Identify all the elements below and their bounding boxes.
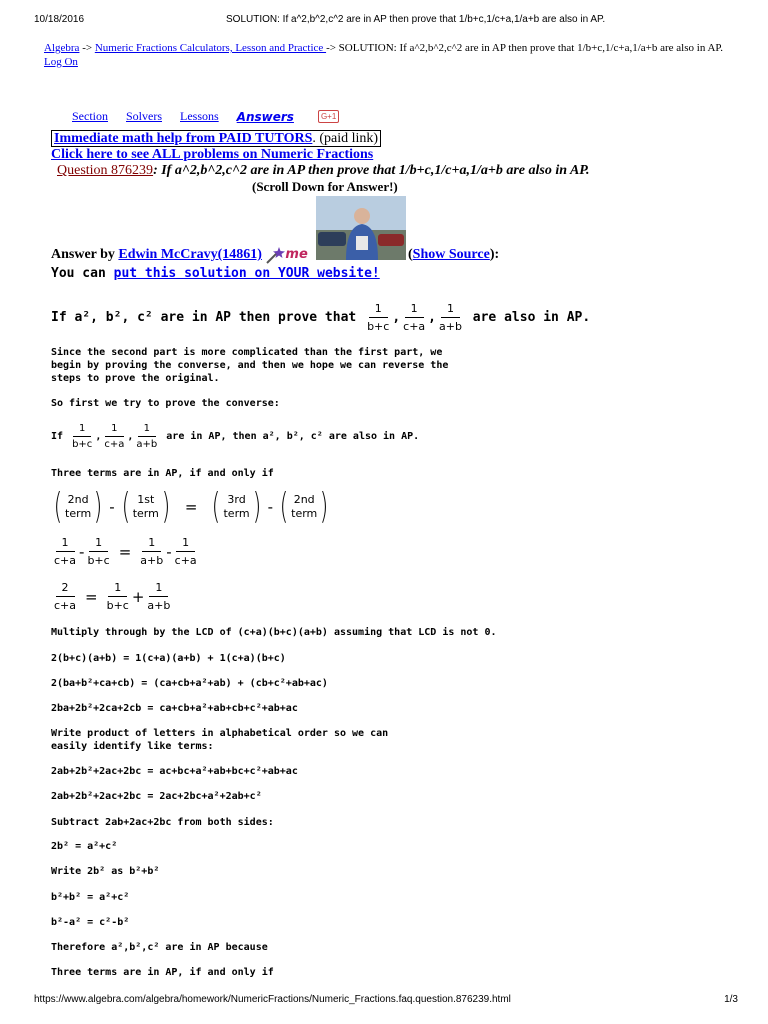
print-footer — [34, 994, 738, 1005]
step-result-1: 2b² = a²+c² — [51, 841, 118, 852]
step-alphabetical-note: Write product of letters in alphabetical order so we can easily identify like terms: — [51, 728, 389, 752]
tab-solvers[interactable]: Solvers — [126, 109, 162, 123]
question — [57, 163, 590, 179]
breadcrumb-current: -> SOLUTION: If a^2,b^2,c^2 are in AP then prove that 1/b+c,1/c+a,1/a+b are also in AP. — [326, 42, 724, 54]
wand-icon — [265, 247, 285, 265]
print-date: 10/18/2016 — [34, 14, 85, 25]
fraction — [403, 302, 425, 333]
step-reorder-1: 2ab+2b²+2ac+2bc = ac+bc+a²+ab+bc+c²+ab+ac — [51, 766, 298, 777]
fraction — [175, 536, 197, 567]
ap-condition: Three terms are in AP, if and only if — [51, 468, 274, 479]
show-source-close: ): — [489, 247, 500, 262]
num: 1 — [176, 536, 195, 552]
show-source-open: ( — [408, 247, 413, 262]
num: 1 — [149, 581, 168, 597]
term-ordinal: 3rd — [227, 493, 246, 506]
paid-tutors-box — [51, 130, 381, 147]
num: 1 — [369, 302, 388, 318]
print-title: SOLUTION: If a^2,b^2,c^2 are in AP then prove that 1/b+c,1/c+a,1/a+b are also in AP. — [226, 14, 606, 25]
if-word: If — [51, 431, 64, 442]
num: 1 — [138, 423, 156, 437]
num: 1 — [405, 302, 424, 318]
den: a+b — [439, 320, 462, 333]
all-problems-link[interactable]: Click here to see ALL problems on Numeric Fractions — [51, 147, 374, 162]
num: 1 — [56, 536, 75, 552]
embed-solution-link[interactable]: put this solution on YOUR website! — [113, 266, 380, 281]
den: b+c — [106, 599, 129, 612]
num: 1 — [73, 423, 91, 437]
step-conclusion: Therefore a²,b²,c² are in AP because — [51, 942, 268, 953]
step-expand-1: 2(b+c)(a+b) = 1(c+a)(a+b) + 1(c+a)(b+c) — [51, 653, 286, 664]
fraction — [107, 581, 129, 612]
den: a+b — [140, 554, 164, 567]
fraction — [54, 581, 76, 612]
den: c+a — [54, 554, 77, 567]
step-subtract: Subtract 2ab+2ac+2bc from both sides: — [51, 817, 274, 828]
show-source-link[interactable]: Show Source — [412, 247, 490, 262]
fraction — [367, 302, 389, 333]
statement-pre: If a², b², c² are in AP then prove that — [51, 310, 357, 325]
fraction — [140, 536, 163, 567]
step-result-3: b²-a² = c²-b² — [51, 917, 130, 928]
step-result-2: b²+b² = a²+c² — [51, 892, 130, 903]
problem-statement: If a², b², c² are in AP then prove that $\frac{1}{b+c}$ , $\frac{1}{c+a}$ , $\frac{1}{a+b}$ are also in AP. — [51, 302, 591, 333]
breadcrumb — [44, 41, 734, 69]
page-number: 1/3 — [724, 994, 738, 1005]
term-difference-equation: ( 2nd term ) - ( 1st term ) = ( 3rd term ) - ( 2nd term ) — [51, 489, 331, 525]
num: 1 — [108, 581, 127, 597]
tab-answers[interactable]: Answers — [236, 109, 294, 124]
term-ordinal: 2nd — [67, 493, 89, 506]
term-word: term — [132, 507, 159, 520]
embed-prefix: You can — [51, 266, 114, 281]
term-1st: ( 1st term ) — [121, 486, 171, 527]
paragraph-first-try: So first we try to prove the converse: — [51, 398, 280, 409]
fraction — [147, 581, 170, 612]
breadcrumb-algebra-link[interactable]: Algebra — [44, 42, 80, 54]
step-ap-condition: Three terms are in AP, if and only if — [51, 967, 274, 978]
den: c+a — [104, 439, 125, 450]
scroll-note: (Scroll Down for Answer!) — [252, 179, 398, 194]
statement-post: are also in AP. — [472, 310, 591, 325]
term-2nd-b: ( 2nd term ) — [279, 486, 329, 527]
nav-tabs — [72, 109, 357, 124]
den: c+a — [403, 320, 426, 333]
den: b+c — [87, 554, 110, 567]
term-2nd: ( 2nd term ) — [53, 486, 103, 527]
term-word: term — [65, 507, 92, 520]
fraction — [72, 423, 92, 450]
num: 1 — [142, 536, 161, 552]
fraction — [104, 423, 124, 450]
tab-section[interactable]: Section — [72, 109, 108, 123]
breadcrumb-numeric-link[interactable]: Numeric Fractions Calculators, Lesson and Practice — [94, 42, 327, 54]
embed-solution — [51, 266, 380, 281]
den: c+a — [54, 599, 77, 612]
paid-link-note: . (paid link) — [312, 131, 379, 146]
step-multiply-lcd: Multiply through by the LCD of (c+a)(b+c)(a+b) assuming that LCD is not 0. — [51, 627, 497, 638]
num: 1 — [105, 423, 123, 437]
den: b+c — [72, 439, 93, 450]
question-text: : If a^2,b^2,c^2 are in AP then prove that 1/b+c,1/c+a,1/a+b are also in AP. — [153, 163, 590, 178]
step-expand-2: 2(ba+b²+ca+cb) = (ca+cb+a²+ab) + (cb+c²+ab+ac) — [51, 678, 328, 689]
fraction-equation-2: $\frac{2}{c+a}$ = $\frac{1}{b+c}$ + $\frac{1}{a+b}$ — [54, 581, 171, 612]
converse-line: If $\frac{1}{b+c}$ , $\frac{1}{c+a}$ , $\frac{1}{a+b}$ are in AP, then a², b², c² are also in AP. — [51, 423, 420, 450]
step-expand-3: 2ba+2b²+2ca+2cb = ca+cb+a²+ab+cb+c²+ab+ac — [51, 703, 298, 714]
term-3rd: ( 3rd term ) — [212, 486, 261, 527]
google-plus-button[interactable]: G+1 — [318, 110, 339, 123]
den: b+c — [367, 320, 390, 333]
fraction — [54, 536, 76, 567]
converse-post: are in AP, then a², b², c² are also in AP. — [166, 431, 420, 442]
fraction-equation-1: $\frac{1}{c+a}$ - $\frac{1}{b+c}$ = $\frac{1}{a+b}$ - $\frac{1}{c+a}$ — [54, 536, 197, 567]
fraction — [87, 536, 109, 567]
breadcrumb-sep: -> — [79, 42, 95, 54]
term-ordinal: 2nd — [293, 493, 315, 506]
me-badge: me — [285, 247, 308, 262]
logon-link[interactable]: Log On — [44, 56, 78, 68]
den: a+b — [147, 599, 171, 612]
fraction — [439, 302, 462, 333]
print-url: https://www.algebra.com/algebra/homework/NumericFractions/Numeric_Fractions.faq.question.876239.html — [34, 994, 511, 1005]
paid-tutors-link[interactable]: Immediate math help from PAID TUTORS — [54, 131, 313, 146]
tab-lessons[interactable]: Lessons — [180, 109, 219, 123]
den: c+a — [174, 554, 197, 567]
show-source — [408, 247, 499, 263]
answer-prefix: Answer by — [51, 247, 119, 262]
step-rewrite: Write 2b² as b²+b² — [51, 866, 160, 877]
term-ordinal: 1st — [137, 493, 155, 506]
term-word: term — [223, 507, 250, 520]
num: 1 — [89, 536, 108, 552]
den: a+b — [136, 439, 158, 450]
num: 2 — [56, 581, 75, 597]
step-reorder-2: 2ab+2b²+2ac+2bc = 2ac+2bc+a²+2ab+c² — [51, 791, 262, 802]
num: 1 — [441, 302, 460, 318]
author-link[interactable]: Edwin McCravy(14861) — [118, 247, 262, 262]
question-number-link[interactable]: Question 876239 — [57, 163, 154, 178]
fraction — [136, 423, 157, 450]
term-word: term — [291, 507, 318, 520]
paragraph-converse-intro: Since the second part is more complicated than the first part, we begin by proving the converse, and then we hope we can reverse the steps to prove the original. — [51, 347, 449, 384]
